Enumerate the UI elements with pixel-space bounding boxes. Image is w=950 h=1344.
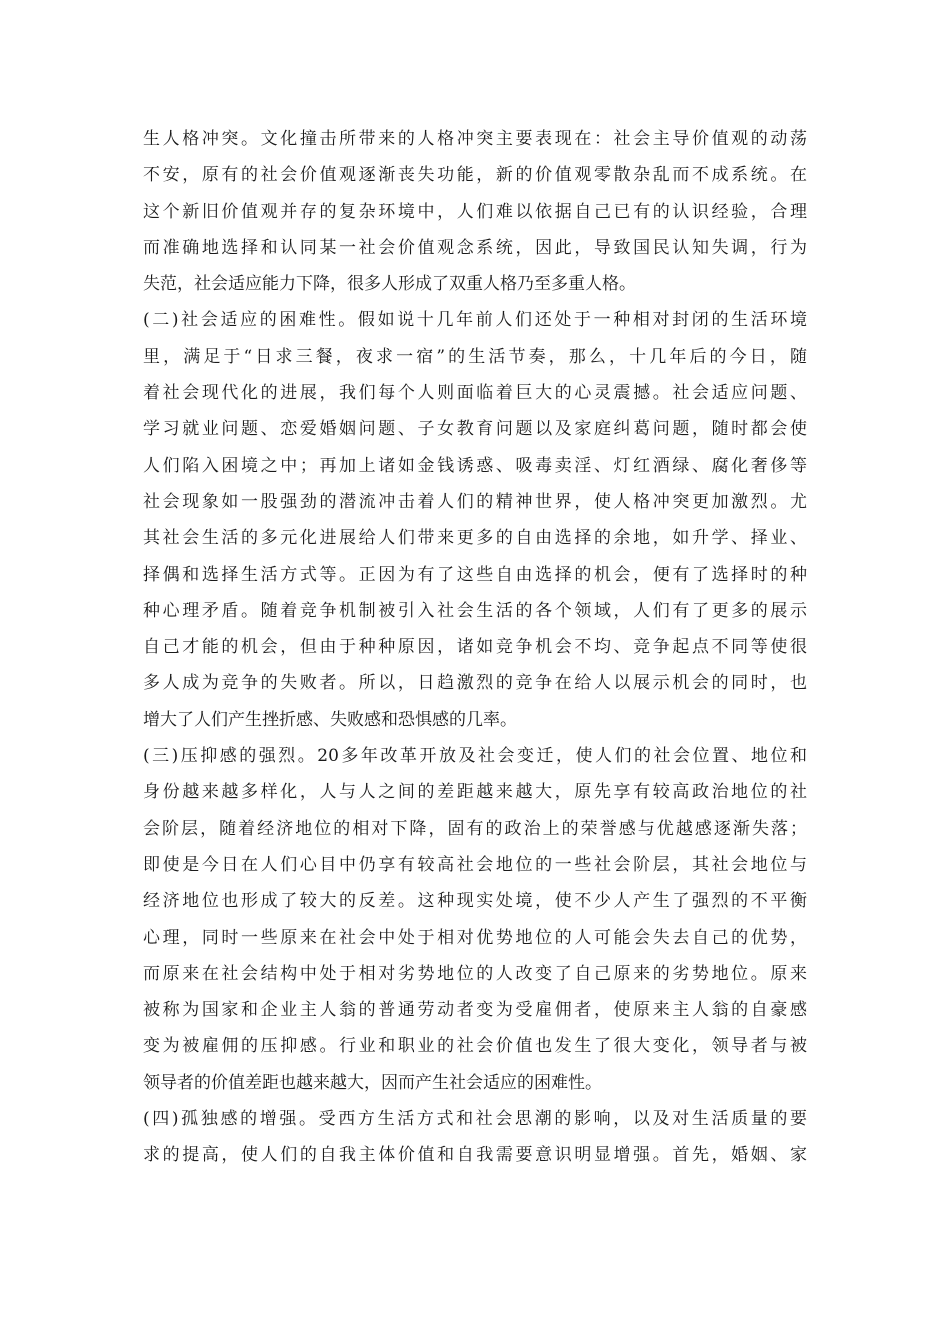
text-line: 求的提高，使人们的自我主体价值和自我需要意识明显增强。首先，婚姻、家	[143, 1145, 807, 1166]
text-line: 人们陷入困境之中；再加上诸如金钱诱惑、吸毒卖淫、灯红酒绿、腐化奢侈等	[143, 455, 807, 476]
text-line: 学习就业问题、恋爱婚姻问题、子女教育问题以及家庭纠葛问题，随时都会使	[143, 419, 807, 440]
text-line: 被称为国家和企业主人翁的普通劳动者变为受雇佣者，使原来主人翁的自豪感	[143, 1000, 807, 1021]
text-line: 领导者的价值差距也越来越大，因而产生社会适应的困难性。	[143, 1072, 602, 1093]
text-line: 即使是今日在人们心目中仍享有较高社会地位的一些社会阶层，其社会地位与	[143, 854, 807, 875]
text-line: 择偶和选择生活方式等。正因为有了这些自由选择的机会，便有了选择时的种	[143, 564, 807, 585]
text-line: 变为被雇佣的压抑感。行业和职业的社会价值也发生了很大变化，领导者与被	[143, 1036, 807, 1057]
text-line: (四)孤独感的增强。受西方生活方式和社会思潮的影响，以及对生活质量的要	[143, 1109, 807, 1130]
text-line: 这个新旧价值观并存的复杂环境中，人们难以依据自己已有的认识经验，合理	[143, 201, 807, 222]
text-line: 而准确地选择和认同某一社会价值观念系统，因此，导致国民认知失调，行为	[143, 237, 807, 258]
text-line: 社会现象如一股强劲的潜流冲击着人们的精神世界，使人格冲突更加激烈。尤	[143, 491, 807, 512]
text-line: 着社会现代化的进展，我们每个人则面临着巨大的心灵震撼。社会适应问题、	[143, 383, 807, 404]
text-line: 心理，同时一些原来在社会中处于相对优势地位的人可能会失去自己的优势，	[143, 927, 807, 948]
text-line: 生人格冲突。文化撞击所带来的人格冲突主要表现在：社会主导价值观的动荡	[143, 129, 807, 149]
text-line: 失范，社会适应能力下降，很多人形成了双重人格乃至多重人格。	[143, 274, 636, 295]
text-line: 不安，原有的社会价值观逐渐丧失功能，新的价值观零散杂乱而不成系统。在	[143, 165, 807, 186]
text-line: 会阶层，随着经济地位的相对下降，固有的政治上的荣誉感与优越感逐渐失落；	[143, 818, 807, 839]
body-text	[143, 121, 807, 1174]
text-line: 里，满足于“日求三餐，夜求一宿”的生活节奏，那么，十几年后的今日，随	[143, 346, 807, 367]
text-line: 经济地位也形成了较大的反差。这种现实处境，使不少人产生了强烈的不平衡	[143, 891, 807, 912]
text-line: (三)压抑感的强烈。20多年改革开放及社会变迁，使人们的社会位置、地位和	[143, 746, 807, 767]
text-line: 多人成为竞争的失败者。所以，日趋激烈的竞争在给人以展示机会的同时，也	[143, 673, 807, 694]
text-line: (二)社会适应的困难性。假如说十几年前人们还处于一种相对封闭的生活环境	[143, 310, 807, 331]
text-line: 身份越来越多样化，人与人之间的差距越来越大，原先享有较高政治地位的社	[143, 782, 807, 803]
text-line: 种心理矛盾。随着竞争机制被引入社会生活的各个领域，人们有了更多的展示	[143, 600, 807, 621]
text-line: 增大了人们产生挫折感、失败感和恐惧感的几率。	[143, 709, 517, 730]
text-line: 自己才能的机会，但由于种种原因，诸如竞争机会不均、竞争起点不同等使很	[143, 637, 807, 658]
text-line: 而原来在社会结构中处于相对劣势地位的人改变了自己原来的劣势地位。原来	[143, 963, 807, 984]
text-line: 其社会生活的多元化进展给人们带来更多的自由选择的余地，如升学、择业、	[143, 528, 807, 549]
